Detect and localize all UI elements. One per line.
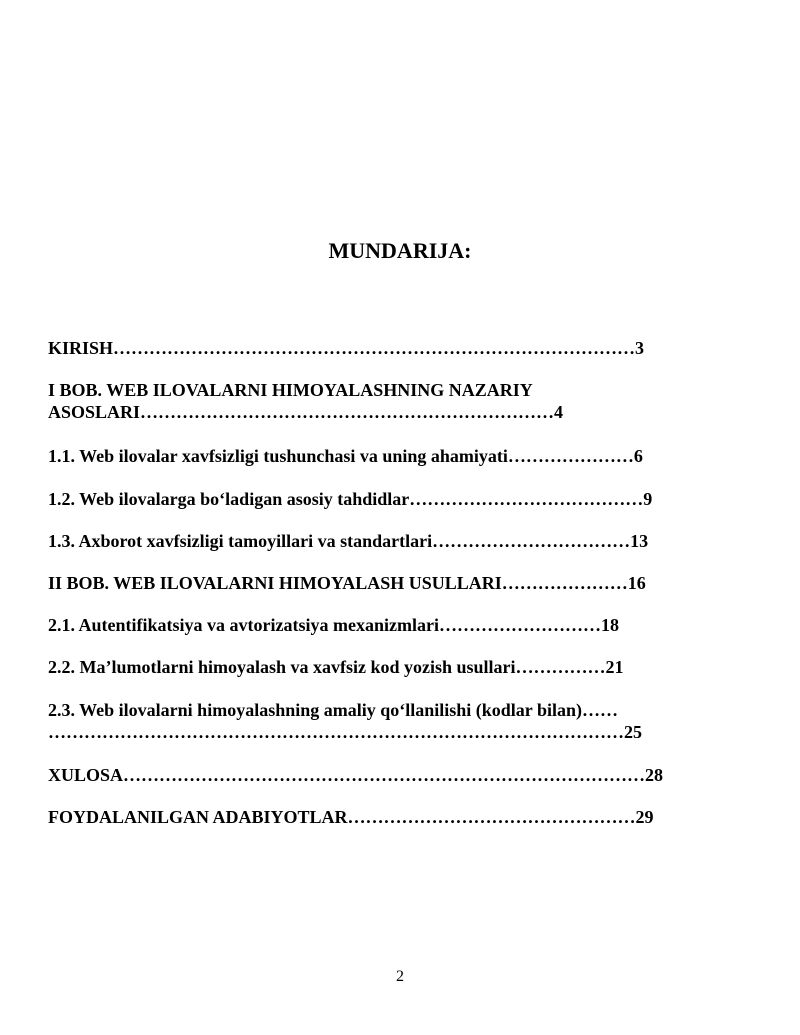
page-title: MUNDARIJA: [328,238,472,263]
toc-entry-chapter-2[interactable]: II BOB. WEB ILOVALARNI HIMOYALASH USULLARI…………………16 [48,573,646,593]
toc-entry-xulosa[interactable]: XULOSA……………………………………………………………………………28 [48,765,664,785]
page-number: 2 [396,968,404,985]
toc-entry-line: 2.3. Web ilovalarni himoyalashning amaliy qo‘llanilishi (kodlar bilan)…… [48,700,618,720]
toc-entry-line: ASOSLARI……………………………………………………………4 [48,402,564,422]
toc-entry-1-1[interactable]: 1.1. Web ilovalar xavfsizligi tushunchasi va uning ahamiyati…………………6 [48,446,643,466]
toc-entry-1-3[interactable]: 1.3. Axborot xavfsizligi tamoyillari va standartlari……………………………13 [48,531,649,551]
toc-entry-line: I BOB. WEB ILOVALARNI HIMOYALASHNING NAZARIY [48,380,533,400]
toc-entry-line: ……………………………………………………………………………………25 [48,722,642,742]
toc-entry-chapter-1[interactable] [48,379,563,423]
toc-entry-2-1[interactable]: 2.1. Autentifikatsiya va avtorizatsiya mexanizmlari………………………18 [48,615,619,635]
toc-entry-references[interactable]: FOYDALANILGAN ADABIYOTLAR…………………………………………29 [48,807,654,827]
toc-entry-2-3[interactable] [48,699,642,743]
toc-entry-2-2[interactable]: 2.2. Ma’lumotlarni himoyalash va xavfsiz kod yozish usullari……………21 [48,657,624,677]
toc-entry-kirish[interactable]: KIRISH……………………………………………………………………………3 [48,338,645,358]
toc-entry-1-2[interactable]: 1.2. Web ilovalarga bo‘ladigan asosiy tahdidlar…………………………………9 [48,489,653,509]
